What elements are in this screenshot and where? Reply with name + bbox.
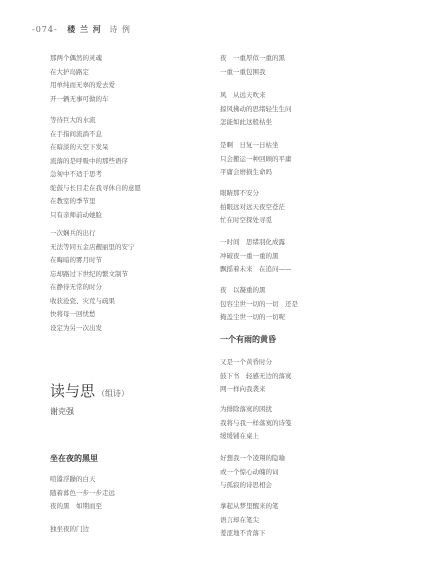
verse-line: 驼鼓与长目走在我寻休自的意愿 <box>50 183 141 192</box>
verse-line: 随着暮色一步一步走远 <box>50 488 115 497</box>
verse-line: 缓缓铺在桌上 <box>220 432 259 440</box>
verse-line: 在手指间流淌不息 <box>50 129 102 138</box>
right-stanza-8 <box>220 403 292 444</box>
verse-line: 快将母一回忧愁 <box>50 310 96 318</box>
verse-line: 流落的是呼吸中的那些语序 <box>50 156 128 165</box>
verse-line: 语言却在笔尖 <box>220 515 259 524</box>
verse-line: 又是一个黄昏时分 <box>220 358 272 366</box>
verse-line: 平庸会磨损生命吗 <box>220 168 272 176</box>
verse-line: 拿起从梦里醒来的笔 <box>220 502 279 510</box>
page-number: -074- <box>32 25 58 34</box>
verse-line: 只有亲师前动她脸 <box>50 210 102 219</box>
left-stanza-4 <box>50 473 115 514</box>
verse-line: 拍眼远对远天夜空苍茫 <box>220 202 285 211</box>
verse-line: 开一辆无事可做的车 <box>50 94 109 103</box>
verse-line: 一次娴兵的出行 <box>50 229 96 237</box>
left-stanza-1 <box>50 52 115 106</box>
verse-line: 包容尘世一切的一切 还是 <box>220 299 298 308</box>
verse-line: 在暗淡的天空下发呆 <box>50 143 109 151</box>
verse-line: 冲破夜一重一重的黑 <box>220 251 279 260</box>
poem-title: 一个有雨的黄昏 <box>220 334 276 344</box>
verse-line: 风 从远天吹来 <box>220 91 266 99</box>
verse-line: 在静待无常的时分 <box>50 283 102 291</box>
right-stanza-9 <box>220 452 285 493</box>
verse-line: 忘却路过下世纪的繁文制节 <box>50 269 128 278</box>
verse-line: 夜的黑 如期而至 <box>50 502 102 510</box>
verse-line: 眼睛那不安分 <box>220 189 259 197</box>
right-stanza-3 <box>220 139 292 180</box>
verse-line: 羞涩地不肯落下 <box>220 529 266 537</box>
left-stanza-5 <box>50 523 89 537</box>
verse-line: 掩盖尘世一切的一切呢 <box>220 313 285 321</box>
verse-line: 一重一重包围我 <box>220 67 266 76</box>
verse-line: 是啊 日复一日枯坐 <box>220 141 279 149</box>
verse-line: 用单纯而无辜的爱去爱 <box>50 81 115 89</box>
left-stanza-3 <box>50 227 135 335</box>
verse-line: 或一个惊心动魄的词 <box>220 467 279 476</box>
verse-line: 收获沧瓷、灾荒与疏果 <box>50 296 115 305</box>
journal-brand: 楼 兰 河 <box>67 24 102 34</box>
verse-line: 忙在时空探处寻觅 <box>220 216 272 224</box>
poem-title: 坐在夜的黑里 <box>50 453 98 463</box>
verse-line: 为排除落寞的困扰 <box>220 405 272 413</box>
left-stanza-2 <box>50 114 141 222</box>
verse-line: 独坐夜的门边 <box>50 525 89 533</box>
verse-line: 设定为另一次出发 <box>50 323 102 332</box>
group-title-note: （组诗） <box>97 389 130 398</box>
right-stanza-2 <box>220 89 292 130</box>
verse-line: 等待巨大的水流 <box>50 116 96 124</box>
verse-line: 喧嚣浮躁的白天 <box>50 475 96 483</box>
verse-line: 在晦暗的雾月时节 <box>50 256 102 264</box>
verse-line: 掠风拂动的思绪轻生生问 <box>220 104 292 113</box>
verse-line: 在教室的季节里 <box>50 197 96 205</box>
group-title-text: 读与思 <box>50 382 96 400</box>
right-stanza-10 <box>220 500 279 541</box>
verse-line: 我将与我一样落寞的诗笺 <box>220 418 292 427</box>
verse-line: 夜 以凝重的黑 <box>220 286 266 294</box>
right-stanza-6 <box>220 284 298 325</box>
verse-line: 夜 一重厚似一重的黑 <box>220 54 285 62</box>
verse-line: 急匆中不适于思考 <box>50 170 102 178</box>
verse-line: 怎能如此这般枯坐 <box>220 118 272 126</box>
verse-line: 在大护岛路定 <box>50 67 89 76</box>
right-stanza-4 <box>220 187 285 228</box>
author-name: 谢克强 <box>50 407 74 416</box>
verse-line: 好想我一个凌翔的隐喻 <box>220 454 285 462</box>
verse-line: 只会搬运一种回顾的平庸 <box>220 154 292 163</box>
verse-line: 一时间 思绪羽化成露 <box>220 238 285 246</box>
right-stanza-1 <box>220 52 285 79</box>
right-poem-title-block <box>220 334 276 345</box>
right-stanza-5 <box>220 236 292 277</box>
right-stanza-7 <box>220 356 292 397</box>
poem-title-block <box>50 453 98 464</box>
section-label: 诗 例 <box>109 25 131 34</box>
verse-line: 飘摇着未来 在追问—— <box>220 265 292 273</box>
verse-line: 网一样向我袭来 <box>220 385 266 393</box>
verse-line: 无法等同五金店靓丽里的安宁 <box>50 242 135 251</box>
verse-line: 与孤寂的诗思相会 <box>220 481 272 489</box>
verse-line: 那两个偶然的灵魂 <box>50 54 102 62</box>
verse-line: 鼓下书 轻感无边的落寞 <box>220 371 292 380</box>
page-header <box>32 24 131 35</box>
poem-group-title <box>50 380 129 401</box>
